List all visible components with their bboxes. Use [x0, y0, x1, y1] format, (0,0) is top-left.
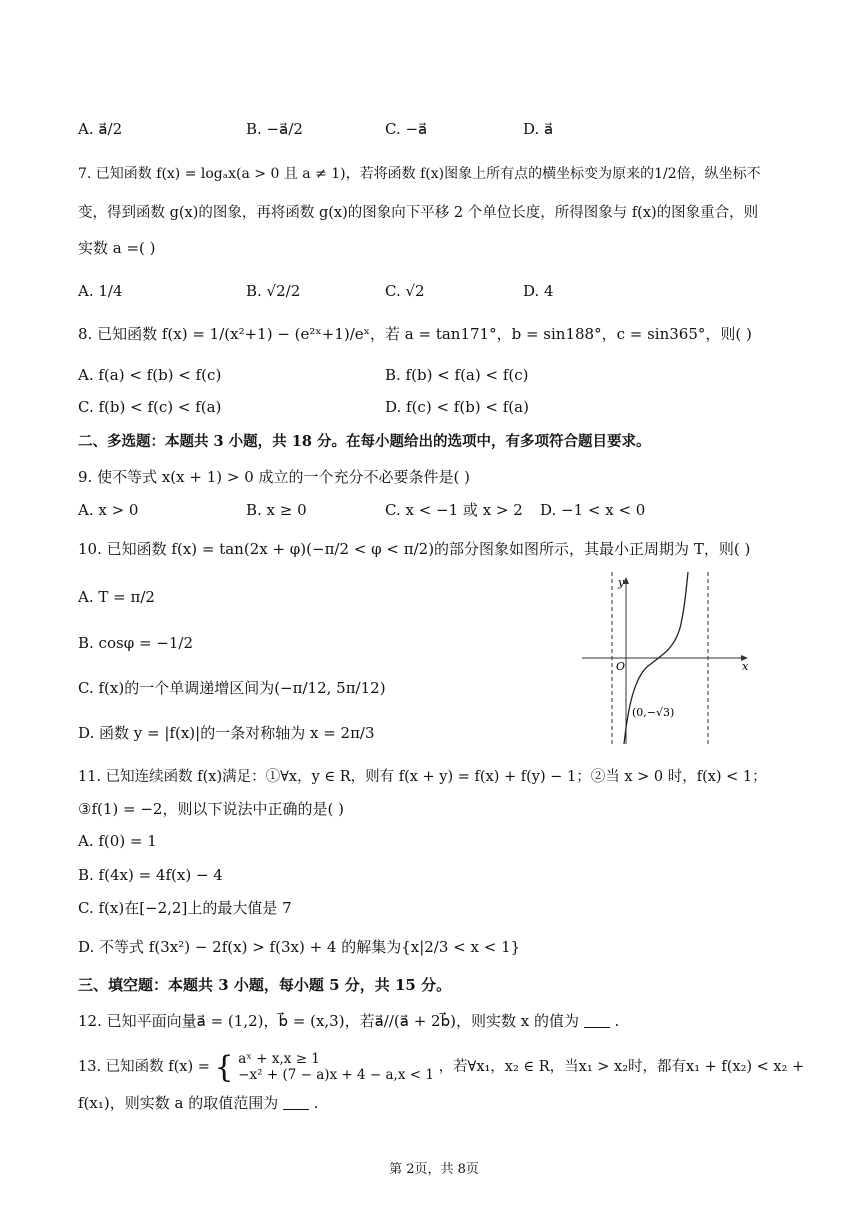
q8-option-c: C. f(b) < f(c) < f(a) [78, 398, 222, 416]
q8-option-d: D. f(c) < f(b) < f(a) [385, 398, 529, 416]
q11-stem-line2: ③f(1) = −2，则以下说法中正确的是( ) [78, 800, 344, 818]
q12-end: . [614, 1012, 620, 1030]
q13-stem-line1 [78, 1051, 804, 1083]
point-label: (0,−√3) [632, 706, 675, 719]
q11-option-a: A. f(0) = 1 [78, 832, 157, 850]
q13-line2-text: f(x₁)，则实数 a 的取值范围为 [78, 1094, 279, 1112]
q10-option-a: A. T = π/2 [78, 588, 155, 606]
q7-stem-line2: 变，得到函数 g(x)的图象，再将函数 g(x)的图象向下平移 2 个单位长度，所得图象与 f(x)的图象重合，则 [78, 205, 759, 221]
q12-stem [78, 1010, 619, 1032]
q13-prefix: 13. 已知函数 f(x) = [78, 1059, 210, 1075]
q10-option-d: D. 函数 y = |f(x)|的一条对称轴为 x = 2π/3 [78, 724, 375, 742]
q10-option-b: B. cosφ = −1/2 [78, 634, 194, 652]
q9-option-c: C. x < −1 或 x > 2 [385, 501, 523, 519]
q9-option-d: D. −1 < x < 0 [540, 501, 646, 519]
q6-option-b: B. −a⃗/2 [246, 120, 303, 138]
q13-stem-line2 [78, 1092, 319, 1114]
origin-label: O [616, 660, 626, 673]
q10-stem: 10. 已知函数 f(x) = tan(2x + φ)(−π/2 < φ < π/2)的部分图象如图所示，其最小正周期为 T，则( ) [78, 540, 751, 558]
section-2-heading: 二、多选题：本题共 3 小题，共 18 分。在每小题给出的选项中，有多项符合题目要求。 [78, 433, 651, 450]
q10-tangent-graph [578, 568, 758, 748]
page-footer: 第 2页，共 8页 [389, 1162, 479, 1177]
q11-option-d: D. 不等式 f(3x²) − 2f(x) > f(3x) + 4 的解集为{x|2/3 < x < 1} [78, 938, 521, 956]
q11-option-c: C. f(x)在[−2,2]上的最大值是 7 [78, 899, 292, 917]
q9-option-b: B. x ≥ 0 [246, 501, 307, 519]
q13-end: . [313, 1094, 319, 1112]
q6-option-c: C. −a⃗ [385, 120, 428, 138]
q12-text: 12. 已知平面向量a⃗ = (1,2)，b⃗ = (x,3)，若a⃗//(a⃗ + 2b⃗)，则实数 x 的值为 [78, 1012, 579, 1030]
q13-brace: { [214, 1050, 234, 1085]
section-3-heading: 三、填空题：本题共 3 小题，每小题 5 分，共 15 分。 [78, 976, 452, 994]
q7-option-b: B. √2/2 [246, 282, 301, 300]
q7-stem-line3: 实数 a =( ) [78, 239, 156, 257]
q9-option-a: A. x > 0 [78, 501, 139, 519]
q6-option-d: D. a⃗ [523, 120, 554, 138]
q11-option-b: B. f(4x) = 4f(x) − 4 [78, 866, 223, 884]
q7-stem-line1: 7. 已知函数 f(x) = logₐx(a > 0 且 a ≠ 1)，若将函数 f(x)图象上所有点的横坐标变为原来的1/2倍，纵坐标不 [78, 166, 761, 182]
q8-option-b: B. f(b) < f(a) < f(c) [385, 366, 529, 384]
q13-suffix: ，若∀x₁，x₂ ∈ R，当x₁ > x₂时，都有x₁ + f(x₂) < x₂ + [438, 1059, 805, 1075]
q13-case2: −x² + (7 − a)x + 4 − a,x < 1 [238, 1067, 434, 1083]
q8-option-a: A. f(a) < f(b) < f(c) [78, 366, 222, 384]
q13-answer-blank[interactable] [283, 1095, 309, 1110]
q12-answer-blank[interactable] [584, 1013, 610, 1028]
q10-option-c: C. f(x)的一个单调递增区间为(−π/12, 5π/12) [78, 679, 386, 697]
q8-stem: 8. 已知函数 f(x) = 1/(x²+1) − (e²ˣ+1)/eˣ，若 a = tan171°，b = sin188°，c = sin365°，则( ) [78, 325, 752, 343]
q7-option-c: C. √2 [385, 282, 425, 300]
q13-case1: aˣ + x,x ≥ 1 [238, 1051, 320, 1067]
y-axis-label: y [618, 576, 625, 589]
q7-option-d: D. 4 [523, 282, 554, 300]
q13-piecewise [238, 1051, 434, 1083]
x-axis-label: x [742, 660, 749, 673]
q7-option-a: A. 1/4 [78, 282, 123, 300]
q9-stem: 9. 使不等式 x(x + 1) > 0 成立的一个充分不必要条件是( ) [78, 468, 471, 486]
q6-option-a: A. a⃗/2 [78, 120, 123, 138]
q11-stem-line1: 11. 已知连续函数 f(x)满足：①∀x，y ∈ R，则有 f(x + y) = f(x) + f(y) − 1；②当 x > 0 时，f(x) < 1； [78, 769, 767, 785]
